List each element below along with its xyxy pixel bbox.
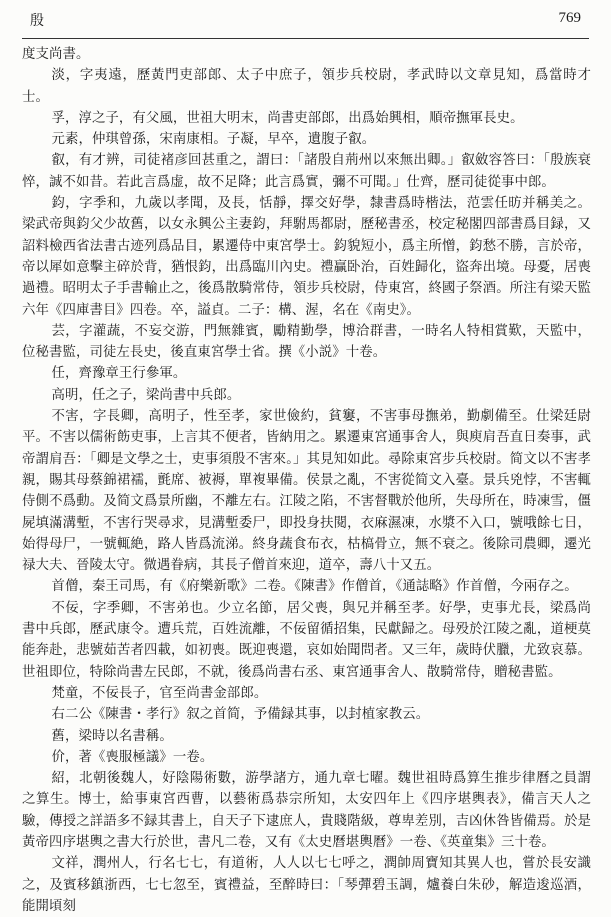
paragraph: 紹，北朝後魏人，好陰陽術數，游學諸方，通九章七曜。魏世祖時爲算生推步律曆之員謂之算生。博士，給事東宮西曹，以藝術爲恭宗所知，太安四年上《四序堪輿表》，備言天人之驗，傳授之詳語多不録其書上，自天子下逮庶人，貴賤階級，尊卑差別，吉凶休咎皆備焉。於是黃帝四序堪輿之書大行於世，書凡二卷，又有《太史曆堪輿曆》一卷、《英童集》三十卷。 xyxy=(22,771,591,850)
paragraph: 不佞，字季卿，不害弟也。少立名節，居父喪，與兄并稱至孝。好學，吏事尤長，梁爲尚書中兵郎，歷武康令。遭兵荒，百姓流離，不佞留循招集，民獻歸之。母殁於江陵之亂，道梗莫能奔赴，悲號茹苦者四載，如初喪。既迎喪還，哀如始聞問者。又三年，歲時伏臘，尤致哀慕。世祖即位，特除尚書左民郎，不就，後爲尚書右丞、東宮通事舍人、散騎常侍，贈秘書監。 xyxy=(22,600,591,680)
paragraph: 不害，字長卿，高明子，性至孝，家世儉約，貧窶，不害事母撫弟，勤劇備至。仕梁廷尉平。不害以儒術飭吏事，上言其不便者，皆納用之。累遷東宮通事舍人，與庾肩吾直日奏事，武帝謂肩吾：「卿是文學之士，吏事須殷不害來。」其見知如此。尋除東宮步兵校尉。简文以不害孝親，賜其母蔡錦裙襦，氈席、被褥，單複畢備。侯景之亂，不害從简文入臺。景兵兇悖，不害輒侍側不爲動。及简文爲景所幽，不離左右。江陵之陷，不害督戰於他所，失母所在，時凍雪，僵屍填滿溝塹，不害行哭尋求，見溝塹委尸，即投身扶閱，衣麻濕凍，水漿不入口，號哦餘七日，始得母尸，一號輒絶，路人皆爲流涕。終身蔬食布衣，枯槁骨立，無不衰之。後除司農卿，遷光禄大夫、晉陵太守。微遇眷病，其長子僧首來迎，道卒，壽八十又五。 xyxy=(22,409,591,574)
page-body xyxy=(22,44,591,914)
paragraph: 孚，淳之子，有父風，世祖大明末，尚書吏部郎，出爲始興相，順帝撫軍長史。 xyxy=(51,110,524,126)
paragraph: 梵童，不佞長子，官至尚書金部郎。 xyxy=(51,685,268,701)
paragraph: 文祥，潤州人，行名七七，有道術，人人以七七呼之，潤帥周寶知其異人也，嘗於長安識之，及賓移鎮浙西，七七忽至，賓禮益，至醉時曰：「琴彈碧玉調，爐養白朱砂，解造逡巡酒，能開頃刻 xyxy=(22,856,591,914)
paragraph: 右二公《陳書・孝行》叙之首简，予備録其事，以封植家教云。 xyxy=(51,707,430,723)
page-number: 769 xyxy=(558,10,581,26)
header-rule xyxy=(22,38,589,39)
paragraph: 芸，字灌蔬，不妄交游，門無雜賓，勵精勤學，博洽群書，一時名人特相賞歎，天監中，位秘書監，司徒左長史，後直東宮學士省。撰《小説》十卷。 xyxy=(22,323,591,361)
paragraph: 元素，仲琪曾孫，宋南康相。子凝，早卒，遺腹子叡。 xyxy=(51,132,376,148)
paragraph: 度支尚書。 xyxy=(22,47,90,62)
paragraph: 叡，有才辨，司徒褚彦回甚重之，謂曰：「諸殷自荊州以來無出卿。」叡斂容答曰：「殷族衰悴，誠不如昔。若此言爲虚，故不足降；此言爲實，彌不可聞。」仕齊，歷司徒從事中郎。 xyxy=(22,153,591,190)
page-header xyxy=(30,10,581,30)
paragraph: 舊，梁時以名書稱。 xyxy=(51,728,173,744)
paragraph: 价，著《喪服極議》一卷。 xyxy=(51,749,214,765)
paragraph: 首僧，秦王司馬，有《府樂新歌》二卷。《陳書》作僧首，《通誌略》作首僧，今兩存之。 xyxy=(51,579,578,595)
running-title: 殷 xyxy=(30,13,44,29)
paragraph: 淡，字夷遠，歷黃門吏部郎、太子中庶子，領步兵校尉，孝武時以文章見知，爲當時才士。 xyxy=(22,68,591,105)
paragraph: 高明，任之子，梁尚書中兵郎。 xyxy=(51,387,241,403)
paragraph: 鈞，字季和，九歲以孝聞，及長，恬靜，擇交好學，隸書爲時楷法，范雲任昉并稱美之。梁武帝與鈞父少故舊，以女永興公主妻鈞，拜駙馬都尉，歷秘書丞，校定秘閣四部書爲目録，又詔料檢西省法書古迹列爲品目，累遷侍中東宮學士。鈞貌短小，爲主所憎，鈞愁不勝，言於帝，帝以犀如意擊主碎於背，猶恨鈞，出爲臨川內史。禮贏卧治，百姓歸化，盜奔出境。母憂，居喪過禮。昭明太子手書輸止之，後爲散騎常侍，領步兵校尉，侍東宮，終國子祭酒。所注有梁天監六年《四庫書目》四卷。卒，謚貞。二子：構、渥，名在《南史》。 xyxy=(22,196,591,318)
paragraph: 任，齊豫章王行參軍。 xyxy=(51,366,187,382)
